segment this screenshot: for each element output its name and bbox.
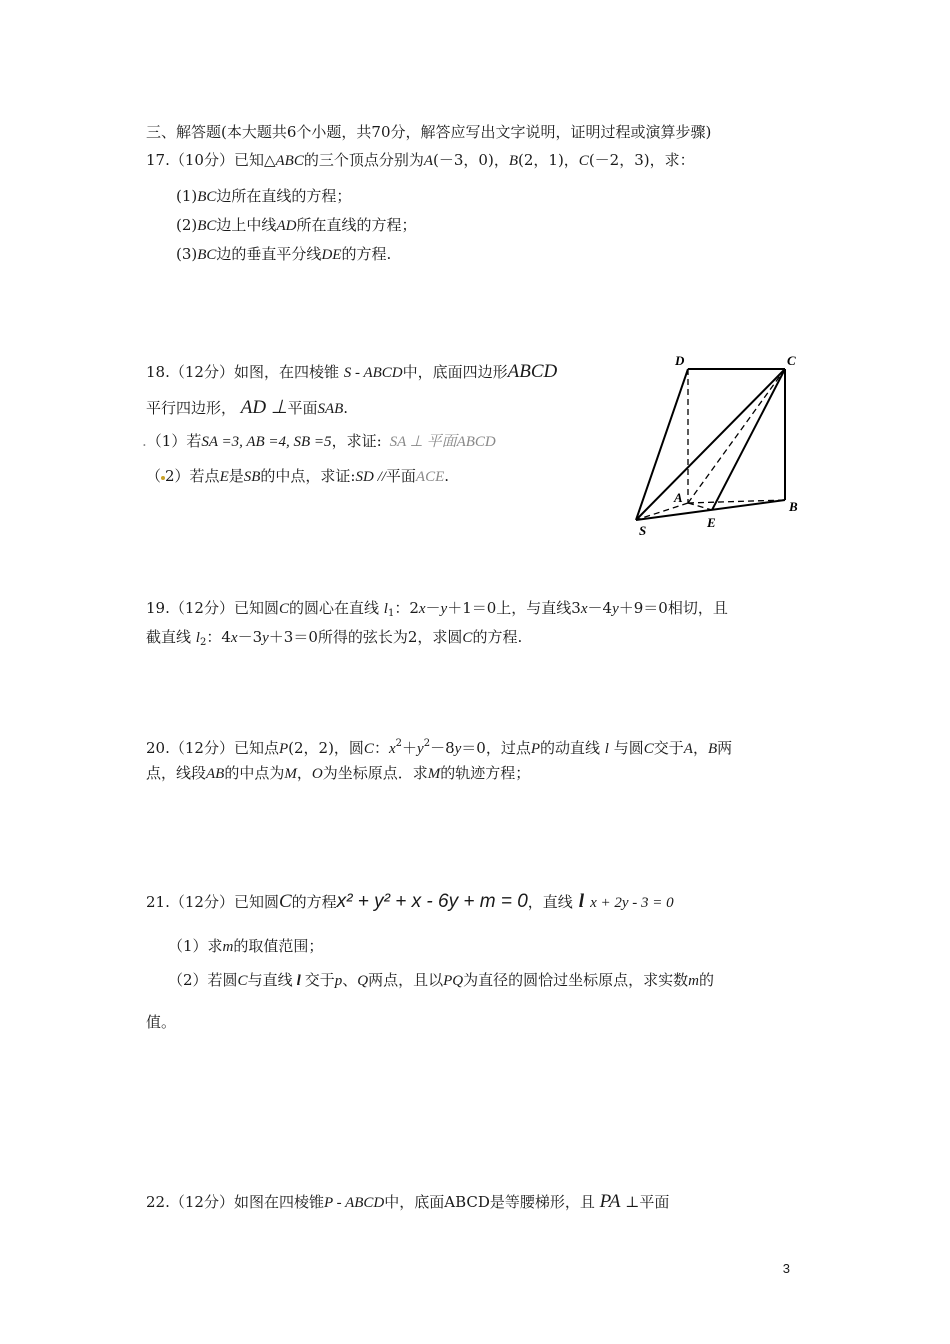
edge-AC bbox=[688, 369, 785, 503]
q22-stem: 22.（12分）如图在四棱锥P - ABCD中，底面ABCD是等腰梯形，且 PA ⊥平面 bbox=[146, 1191, 670, 1212]
q19-line1: 19.（12分）已知圆C的圆心在直线 $l_1$：2x－y＋1＝0上，与直线3x－4y＋9＝0相切，且 bbox=[146, 599, 728, 619]
q21-part1: （1）求m的取值范围； bbox=[168, 937, 324, 955]
q19-line2: 截直线 $l_2$：4x－3y＋3＝0所得的弦长为2，求圆C的方程. bbox=[146, 628, 523, 648]
q17-part3: (3)BC边的垂直平分线DE的方程. bbox=[176, 245, 392, 263]
label-S: S bbox=[639, 523, 647, 538]
edge-AE bbox=[688, 503, 712, 510]
label-B: B bbox=[789, 499, 798, 514]
q18-line2: 平行四边形， AD ⊥平面SAB. bbox=[146, 397, 349, 418]
q18-part2: （ 2）若点E是SB的中点，求证:SD //平面ACE. bbox=[146, 467, 450, 485]
q17-part1: (1)BC边所在直线的方程； bbox=[176, 187, 352, 205]
pyramid-figure bbox=[625, 345, 815, 545]
edge-CS bbox=[636, 369, 785, 520]
q17-part2: (2)BC边上中线AD所在直线的方程； bbox=[176, 216, 417, 234]
q18-stem: 18.（12分）如图，在四棱锥 S - ABCD中，底面四边形ABCD bbox=[146, 361, 558, 382]
label-A: A bbox=[674, 490, 683, 505]
label-C: C bbox=[787, 353, 796, 368]
q21-part2: （2）若圆C与直线 l 交于p、Q两点，且以PQ为直径的圆恰过坐标原点，求实数m的 bbox=[168, 971, 715, 989]
q17-stem: 17.（10分）已知△ABC的三个顶点分别为A(－3，0)，B(2，1)，C(－2，3)，求： bbox=[146, 151, 695, 169]
page-number: 3 bbox=[782, 1261, 790, 1276]
label-E: E bbox=[707, 515, 716, 530]
q20-line2: 点，线段AB的中点为M，O为坐标原点．求M的轨迹方程； bbox=[146, 764, 531, 782]
section-header: 三、解答题(本大题共6个小题，共70分，解答应写出文字说明，证明过程或演算步骤) bbox=[146, 123, 712, 141]
q21-part2-cont: 值。 bbox=[146, 1013, 177, 1031]
label-D: D bbox=[675, 353, 685, 368]
q20-line1: 20.（12分）已知点P(2，2)，圆C：$x^2+y^2-8y=0$，过点P的动直线 l 与圆C交于A，B两 bbox=[146, 738, 733, 757]
q21-stem: 21.（12分）已知圆C的方程x² + y² + x - 6y + m = 0，直线 l x + 2y - 3 = 0 bbox=[146, 891, 674, 912]
edge-CE bbox=[712, 369, 785, 510]
q18-part1: .（1）若SA =3, AB =4, SB =5，求证: SA ⊥ 平面ABCD bbox=[142, 432, 496, 450]
